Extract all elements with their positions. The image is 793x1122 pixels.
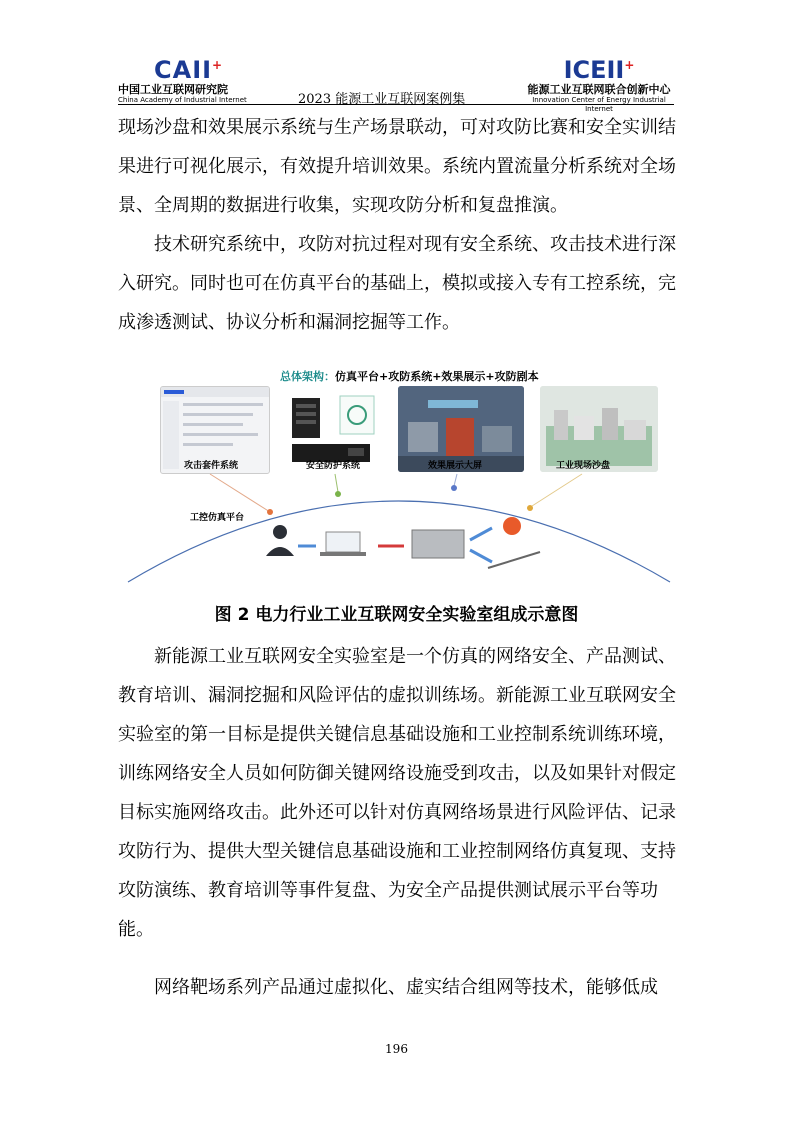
valve-icon bbox=[503, 517, 521, 535]
caii-logo-plus: + bbox=[212, 58, 224, 72]
connector-attack bbox=[210, 474, 270, 512]
paragraph-3: 新能源工业互联网安全实验室是一个仿真的网络安全、产品测试、教育培训、漏洞挖掘和风险评估的虚拟训练场。新能源工业互联网安全实验室的第一目标是提供关键信息基础设施和工业控制系统训练环境，训练网络安全人员如何防御关键网络设施受到攻击，以及如果针对假定目标实施网络攻击。此外还可以针对仿真网络场景进行风险评估、记录攻防行为、提供大型关键信息基础设施和工业控制网络仿真复现、支持攻防演练、教育培训等事件复盘、为安全产品提供测试展示平台等功能。 bbox=[118, 646, 676, 940]
caii-logo bbox=[118, 52, 258, 105]
connector-dot-attack bbox=[267, 509, 273, 515]
figure-title-key: 总体架构： bbox=[280, 370, 335, 383]
paragraph-4: 网络靶场系列产品通过虚拟化、虚实结合组网等技术，能够低成 bbox=[118, 977, 658, 998]
paragraph-1: 现场沙盘和效果展示系统与生产场景联动，可对攻防比赛和安全实训结果进行可视化展示，有效提升培训效果。系统内置流量分析系统对全场景、全周期的数据进行收集，实现攻防分析和复盘推演。 bbox=[118, 117, 676, 216]
caii-logo-en: China Academy of Industrial Internet bbox=[118, 96, 247, 104]
connector-sandbox bbox=[532, 474, 582, 506]
label-attack-suite: 攻击套件系统 bbox=[184, 461, 239, 471]
connector-display bbox=[454, 474, 457, 486]
sensor-icon bbox=[488, 552, 540, 568]
iceii-logo-cn: 能源工业互联网联合创新中心 bbox=[527, 83, 671, 96]
paragraph-2: 技术研究系统中，攻防对抗过程对现有安全系统、攻击技术进行深入研究。同时也可在仿真平台的基础上，模拟或接入专有工控系统，完成渗透测试、协议分析和漏洞挖掘等工作。 bbox=[118, 234, 676, 333]
page-number: 196 bbox=[385, 1042, 408, 1056]
figure-connections bbox=[120, 360, 676, 588]
plc-icon bbox=[412, 530, 464, 558]
arrow-plc-valve bbox=[470, 528, 492, 540]
user-icon-body bbox=[266, 547, 294, 556]
connector-dot-sandbox bbox=[527, 505, 533, 511]
label-platform: 工控仿真平台 bbox=[190, 513, 245, 523]
architecture-figure bbox=[120, 360, 676, 588]
iceii-logo-mark: ICEII bbox=[563, 56, 625, 84]
label-security-protection: 安全防护系统 bbox=[306, 461, 361, 471]
page-header bbox=[118, 52, 674, 113]
connector-security bbox=[335, 474, 338, 492]
laptop-icon bbox=[326, 532, 360, 552]
arrow-plc-sensor bbox=[470, 550, 492, 562]
iceii-logo bbox=[524, 52, 674, 114]
connector-dot-security bbox=[335, 491, 341, 497]
iceii-logo-plus: + bbox=[624, 58, 635, 72]
figure-title-value: 仿真平台+攻防系统+效果展示+攻防剧本 bbox=[335, 370, 539, 383]
label-display-screen: 效果展示大屏 bbox=[428, 461, 483, 471]
caii-logo-mark: CAII bbox=[154, 56, 213, 84]
user-icon-head bbox=[273, 525, 287, 539]
laptop-base bbox=[320, 552, 366, 556]
caii-logo-cn: 中国工业互联网研究院 bbox=[118, 83, 228, 96]
connector-dot-display bbox=[451, 485, 457, 491]
header-title: 2023 能源工业互联网案例集 bbox=[298, 92, 466, 107]
iceii-logo-en: Innovation Center of Energy Industrial Internet bbox=[532, 96, 666, 113]
label-field-sandbox: 工业现场沙盘 bbox=[556, 461, 611, 471]
figure-caption: 图 2 电力行业工业互联网安全实验室组成示意图 bbox=[214, 605, 579, 625]
